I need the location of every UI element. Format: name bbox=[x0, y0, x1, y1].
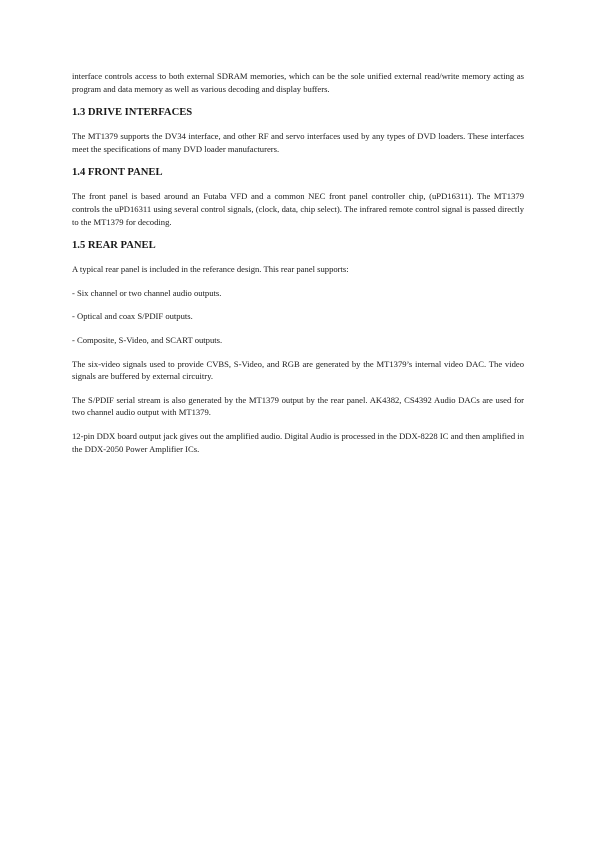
front-panel-paragraph: The front panel is based around an Futaba VFD and a common NEC front panel controller chip, (uPD16311). The MT1379 controls the uPD16311 using several control signals, (clock, data, chip select). The infrared remote control signal is passed directly to the MT1379 for decoding. bbox=[72, 191, 524, 227]
intro-paragraph: interface controls access to both external SDRAM memories, which can be the sole unified external read/write memory acting as program and data memory as well as various decoding and display buffers. bbox=[72, 71, 524, 94]
rear-panel-intro: A typical rear panel is included in the referance design. This rear panel supports: bbox=[72, 264, 349, 275]
section-heading-drive-interfaces: 1.3 DRIVE INTERFACES bbox=[72, 107, 193, 119]
video-signals-paragraph: The six-video signals used to provide CVBS, S-Video, and RGB are generated by the MT1379’s internal video DAC. The video signals are buffered by external circuitry. bbox=[72, 358, 524, 382]
rear-panel-list-item: - Six channel or two channel audio outputs. bbox=[72, 287, 222, 298]
spdif-paragraph: The S/PDIF serial stream is also generated by the MT1379 output by the rear panel. AK4382, CS4392 Audio DACs are used for two channel audio output with MT1379. bbox=[72, 394, 524, 418]
drive-interfaces-paragraph: The MT1379 supports the DV34 interface, and other RF and servo interfaces used by any types of DVD loaders. These interfaces meet the specifications of many DVD loader manufacturers. bbox=[72, 131, 524, 154]
rear-panel-list-item: - Composite, S-Video, and SCART outputs. bbox=[72, 334, 223, 345]
section-heading-rear-panel: 1.5 REAR PANEL bbox=[72, 240, 156, 252]
ddx-paragraph: 12-pin DDX board output jack gives out the amplified audio. Digital Audio is processed in the DDX-8228 IC and then amplified in the DDX-2050 Power Amplifier ICs. bbox=[72, 430, 524, 454]
document-page bbox=[72, 70, 524, 466]
section-heading-front-panel: 1.4 FRONT PANEL bbox=[72, 167, 163, 179]
rear-panel-list-item: - Optical and coax S/PDIF outputs. bbox=[72, 311, 193, 322]
